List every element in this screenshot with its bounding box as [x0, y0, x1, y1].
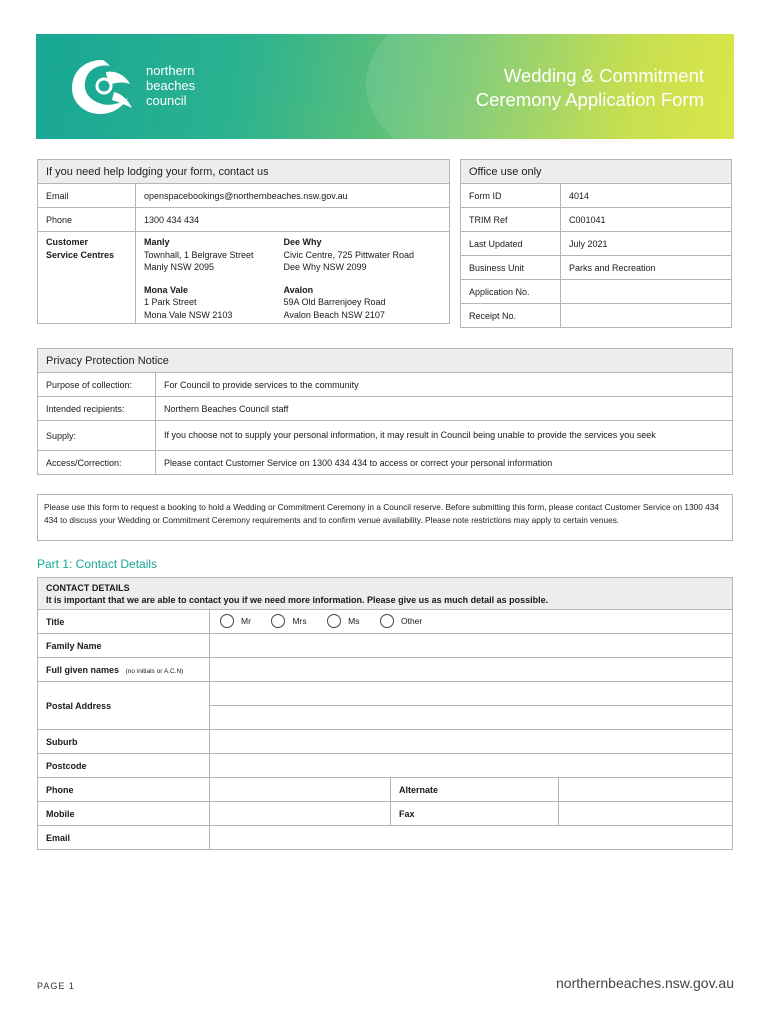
postal-address-field-1[interactable]	[210, 682, 733, 706]
radio-other[interactable]	[380, 614, 422, 628]
radio-circle-icon[interactable]	[271, 614, 285, 628]
radio-label: Mr	[241, 615, 251, 626]
centre-name: Dee Why	[283, 237, 322, 247]
centre-line1: 1 Park Street	[144, 297, 197, 307]
application-number-boxes[interactable]	[561, 280, 732, 304]
logo-line-3: council	[146, 93, 187, 108]
fax-field[interactable]	[559, 802, 733, 826]
form-title	[476, 64, 704, 112]
privacy-table	[37, 348, 733, 475]
mobile-label: Mobile	[38, 802, 210, 826]
fax-label: Fax	[391, 802, 559, 826]
given-names-field[interactable]	[210, 658, 733, 682]
radio-label: Mrs	[292, 615, 307, 626]
office-receipt-label: Receipt No.	[461, 304, 561, 328]
privacy-supply-value: If you choose not to supply your personal information, it may result in Council being unable to provide the services you seek	[156, 421, 733, 451]
office-heading: Office use only	[461, 160, 732, 184]
contact-section-header	[38, 578, 733, 610]
suburb-label: Suburb	[38, 730, 210, 754]
centres-label-line-2: Service Centres	[46, 249, 115, 260]
postal-address-field-2[interactable]	[210, 706, 733, 730]
help-email-label: Email	[38, 184, 136, 208]
form-title-line-1: Wedding & Commitment	[503, 65, 704, 86]
privacy-purpose-value: For Council to provide services to the community	[156, 373, 733, 397]
privacy-access-label: Access/Correction:	[38, 451, 156, 475]
alternate-field[interactable]	[559, 778, 733, 802]
family-name-field[interactable]	[210, 634, 733, 658]
family-name-label: Family Name	[38, 634, 210, 658]
privacy-recipients-value: Northern Beaches Council staff	[156, 397, 733, 421]
radio-circle-icon[interactable]	[220, 614, 234, 628]
radio-mrs[interactable]	[271, 614, 306, 628]
given-names-hint: (no initials or A.C.N)	[125, 667, 184, 675]
office-use-table	[460, 159, 732, 328]
centres-label-line-1: Customer	[46, 237, 89, 247]
form-title-line-2: Ceremony Application Form	[475, 89, 704, 110]
centre-line1: Civic Centre, 725 Pittwater Road	[283, 249, 415, 260]
privacy-recipients-label: Intended recipients:	[38, 397, 156, 421]
help-phone-value: 1300 434 434	[136, 208, 450, 232]
logo-line-1: northern	[146, 63, 195, 78]
centre-line2: Avalon Beach NSW 2107	[283, 309, 385, 320]
centre-name: Manly	[144, 237, 170, 247]
help-email-value: openspacebookings@northernbeaches.nsw.gov.au	[136, 184, 450, 208]
title-label: Title	[38, 610, 210, 634]
radio-mr[interactable]	[220, 614, 251, 628]
office-trim-label: TRIM Ref	[461, 208, 561, 232]
radio-label: Ms	[348, 615, 360, 626]
contact-heading: CONTACT DETAILS	[46, 582, 130, 593]
suburb-field[interactable]	[210, 730, 733, 754]
receipt-number-field[interactable]	[561, 304, 732, 328]
title-options	[210, 610, 733, 634]
office-trim-value: C001041	[561, 208, 732, 232]
email-field[interactable]	[210, 826, 733, 850]
radio-ms[interactable]	[327, 614, 359, 628]
phone-label: Phone	[38, 778, 210, 802]
centres-label	[38, 232, 136, 324]
contact-subheading: It is important that we are able to contact you if we need more information. Please give us as much detail as possible.	[46, 594, 549, 605]
postal-address-label: Postal Address	[38, 682, 210, 730]
centre-manly	[136, 232, 276, 280]
council-logo-icon	[66, 54, 138, 120]
postcode-label: Postcode	[38, 754, 210, 778]
centre-mona-vale	[136, 280, 276, 324]
office-form-id-value: 4014	[561, 184, 732, 208]
centre-line2: Dee Why NSW 2099	[283, 262, 367, 272]
logo-line-2: beaches	[146, 78, 196, 93]
centre-dee-why	[276, 232, 450, 280]
given-names-text: Full given names	[46, 664, 120, 675]
help-heading: If you need help lodging your form, contact us	[38, 160, 450, 184]
radio-circle-icon[interactable]	[327, 614, 341, 628]
centre-line2: Mona Vale NSW 2103	[144, 309, 233, 320]
booking-notice: Please use this form to request a booking to hold a Wedding or Commitment Ceremony in a Council reserve. Before submitting this form, please contact Customer Service on 1300 434 434 to discuss your Wedding or Commitment Ceremony requirements and to confirm venue availability. Please note restrictions may apply to certain venues.	[37, 494, 733, 541]
privacy-access-value: Please contact Customer Service on 1300 434 434 to access or correct your personal information	[156, 451, 733, 475]
centre-name: Mona Vale	[144, 284, 189, 295]
centre-name: Avalon	[283, 284, 314, 295]
footer-url: northernbeaches.nsw.gov.au	[556, 975, 734, 991]
help-phone-label: Phone	[38, 208, 136, 232]
radio-label: Other	[400, 615, 423, 626]
radio-circle-icon[interactable]	[380, 614, 394, 628]
header-banner	[36, 34, 734, 139]
mobile-field[interactable]	[210, 802, 391, 826]
page-number: PAGE 1	[37, 981, 75, 991]
contact-details-table	[37, 577, 733, 850]
centre-avalon	[276, 280, 450, 324]
help-contact-table	[37, 159, 450, 324]
office-updated-label: Last Updated	[461, 232, 561, 256]
postcode-field[interactable]	[210, 754, 733, 778]
office-business-unit-label: Business Unit	[461, 256, 561, 280]
office-business-unit-value: Parks and Recreation	[561, 256, 732, 280]
privacy-heading: Privacy Protection Notice	[38, 349, 733, 373]
part1-title: Part 1: Contact Details	[37, 557, 158, 571]
centre-line1: Townhall, 1 Belgrave Street	[144, 249, 254, 260]
privacy-supply-label: Supply:	[38, 421, 156, 451]
phone-field[interactable]	[210, 778, 391, 802]
centre-line2: Manly NSW 2095	[144, 262, 215, 272]
centre-line1: 59A Old Barrenjoey Road	[283, 297, 386, 307]
office-updated-value: July 2021	[561, 232, 732, 256]
email-label: Email	[38, 826, 210, 850]
given-names-label	[38, 658, 210, 682]
privacy-purpose-label: Purpose of collection:	[38, 373, 156, 397]
office-application-label: Application No.	[461, 280, 561, 304]
logo-wordmark	[146, 63, 195, 108]
office-form-id-label: Form ID	[461, 184, 561, 208]
alternate-label: Alternate	[391, 778, 559, 802]
